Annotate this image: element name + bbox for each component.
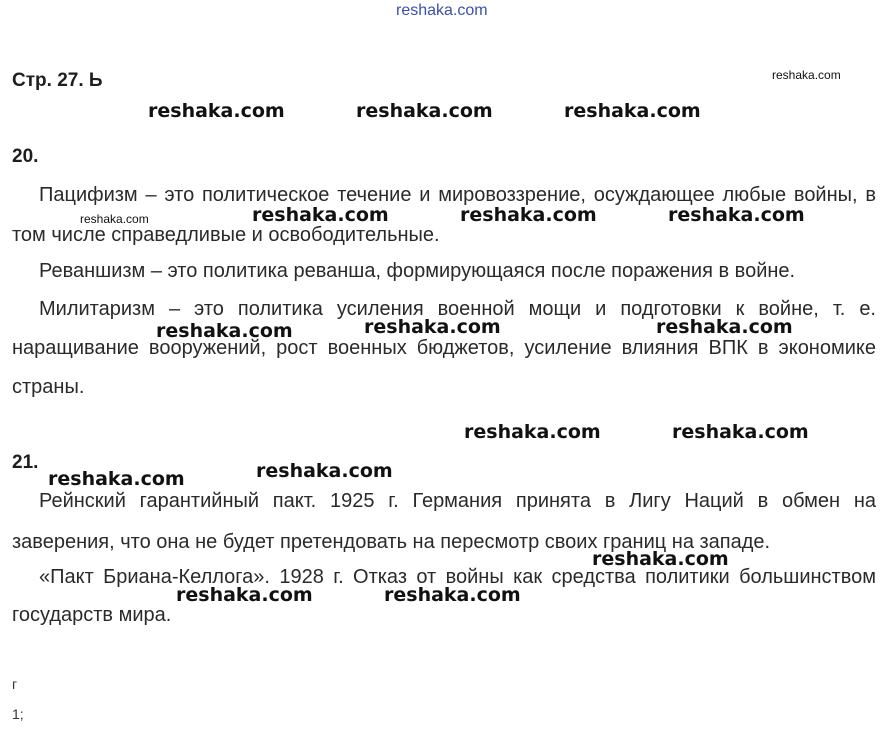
- watermark: reshaka.com: [256, 460, 393, 482]
- watermark: reshaka.com: [592, 548, 729, 570]
- definition-pacifism: Пацифизм – это политическое течение и мировоззрение, осуждающее любые войны, в том числе справедливые и освободительные.: [12, 184, 876, 246]
- cropped-glyph: г: [12, 676, 18, 692]
- watermark: reshaka.com: [252, 204, 389, 226]
- question-number-20: 20.: [12, 146, 39, 167]
- page-reference-text: Стр. 27.: [12, 70, 84, 91]
- cropped-glyph: 1;: [12, 706, 24, 722]
- watermark: reshaka.com: [384, 584, 521, 606]
- event-rhineland-pact: Рейнский гарантийный пакт. 1925 г. Германия принята в Лигу Наций в обмен на заверения, что она не будет претендовать на пересмотр своих границ на западе.: [12, 490, 876, 553]
- watermark: reshaka.com: [176, 584, 313, 606]
- question-number-21: 21.: [12, 452, 39, 473]
- watermark: reshaka.com: [356, 100, 493, 122]
- watermark: reshaka.com: [48, 468, 185, 490]
- watermark: reshaka.com: [564, 100, 701, 122]
- cropped-glyph: Ь: [88, 70, 103, 91]
- watermark: reshaka.com: [772, 68, 841, 82]
- watermark: reshaka.com: [672, 421, 809, 443]
- definition-revanchism: Реваншизм – это политика реванша, формирующаяся после поражения в войне.: [39, 260, 796, 282]
- watermark: reshaka.com: [668, 204, 805, 226]
- watermark: reshaka.com: [460, 204, 597, 226]
- watermark: reshaka.com: [156, 320, 293, 342]
- page-reference: [12, 70, 103, 92]
- watermark: reshaka.com: [80, 212, 149, 226]
- watermark: reshaka.com: [364, 316, 501, 338]
- event-kellogg-briand-pact: «Пакт Бриана-Келлога». 1928 г. Отказ от войны как средства политики большинством государств мира.: [12, 566, 876, 626]
- watermark: reshaka.com: [464, 421, 601, 443]
- watermark: reshaka.com: [656, 316, 793, 338]
- definition-militarism: Милитаризм – это политика усиления военной мощи и подготовки к войне, т. е. наращивание вооружений, рост военных бюджетов, усиление влияния ВПК в экономике страны.: [12, 298, 876, 398]
- watermark: reshaka.com: [148, 100, 285, 122]
- site-header-link[interactable]: reshaka.com: [396, 2, 488, 19]
